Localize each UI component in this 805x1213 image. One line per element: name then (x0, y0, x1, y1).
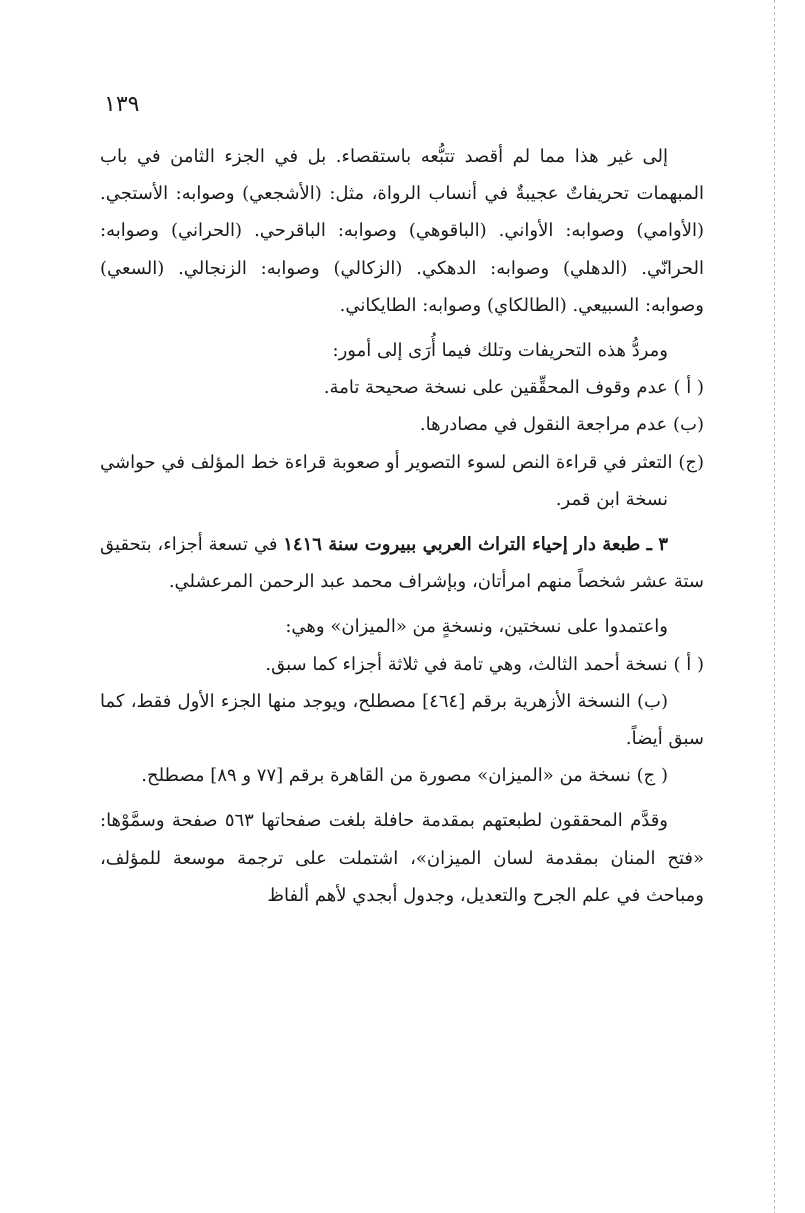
list-text: نسخة أحمد الثالث، وهي تامة في ثلاثة أجزاء كما سبق. (265, 653, 668, 675)
list-item (100, 369, 704, 406)
list-text: نسخة من «الميزان» مصورة من القاهرة برقم [٧٧ و ٨٩] مصطلح. (141, 765, 631, 787)
list-item (100, 406, 704, 443)
section-3-text: في تسعة أجزاء، بتحقيق ستة عشر شخصاً منهم امرأتان، وبإشراف محمد عبد الرحمن المرعشلي. (100, 534, 704, 593)
paragraph-2: ومردُّ هذه التحريفات وتلك فيما أُرَى إلى أمور: (332, 340, 668, 362)
list-marker: (ب) (673, 414, 704, 436)
scan-edge-line (774, 0, 775, 1213)
section-3-title: ٣ ـ طبعة دار إحياء التراث العربي ببيروت سنة ١٤١٦ (283, 534, 668, 556)
paragraph-1: إلى غير هذا مما لم أقصد تتبُّعه باستقصاء. بل في الجزء الثامن في باب المبهمات تحريفاتٌ عجيبةٌ في أنساب الرواة، مثل: (الأشجعي) وصوابه: الأستجي. (الأوامي) وصوابه: الأواني. (الباقوهي) وصوابه: الباقرحي. (الحراني) وصوابه: الحرانّي. (الدهلي) وصوابه: الدهكي. (الزكالي) وصوابه: الزنجالي. (السعي) وصوابه: السبيعي. (الطالكاي) وصوابه: الطايكاني. (100, 146, 704, 316)
list-item (100, 683, 704, 757)
list-item (100, 444, 704, 518)
list-marker: ( ج) (636, 765, 668, 787)
section-3-paragraph (100, 526, 704, 600)
paragraph-4: واعتمدوا على نسختين، ونسخةٍ من «الميزان» وهي: (285, 616, 668, 638)
page-body (100, 138, 704, 914)
list-marker: ( أ ) (673, 653, 704, 675)
list-text: عدم وقوف المحقِّقين على نسخة صحيحة تامة. (323, 377, 668, 399)
list-text: عدم مراجعة النقول في مصادرها. (419, 414, 668, 436)
page-number: ١٣٩ (104, 92, 140, 117)
list-marker: (ج) (678, 451, 704, 473)
list-item (100, 646, 704, 683)
list-item (100, 757, 704, 794)
list-marker: ( أ ) (673, 377, 704, 399)
paragraph-5: وقدَّم المحققون لطبعتهم بمقدمة حافلة بلغت صفحاتها ٥٦٣ صفحة وسمَّوْها: «فتح المنان بمقدمة لسان الميزان»، اشتملت على ترجمة موسعة للمؤلف، ومباحث في علم الجرح والتعديل، وجدول أبجدي لأهم ألفاظ (100, 810, 704, 906)
list-text: التعثر في قراءة النص لسوء التصوير أو صعوبة قراءة خط المؤلف في حواشي نسخة ابن قمر. (100, 451, 673, 510)
list-marker: (ب) (637, 690, 669, 712)
list-text: النسخة الأزهرية برقم [٤٦٤] مصطلح، ويوجد منها الجزء الأول فقط، كما سبق أيضاً. (100, 690, 704, 750)
